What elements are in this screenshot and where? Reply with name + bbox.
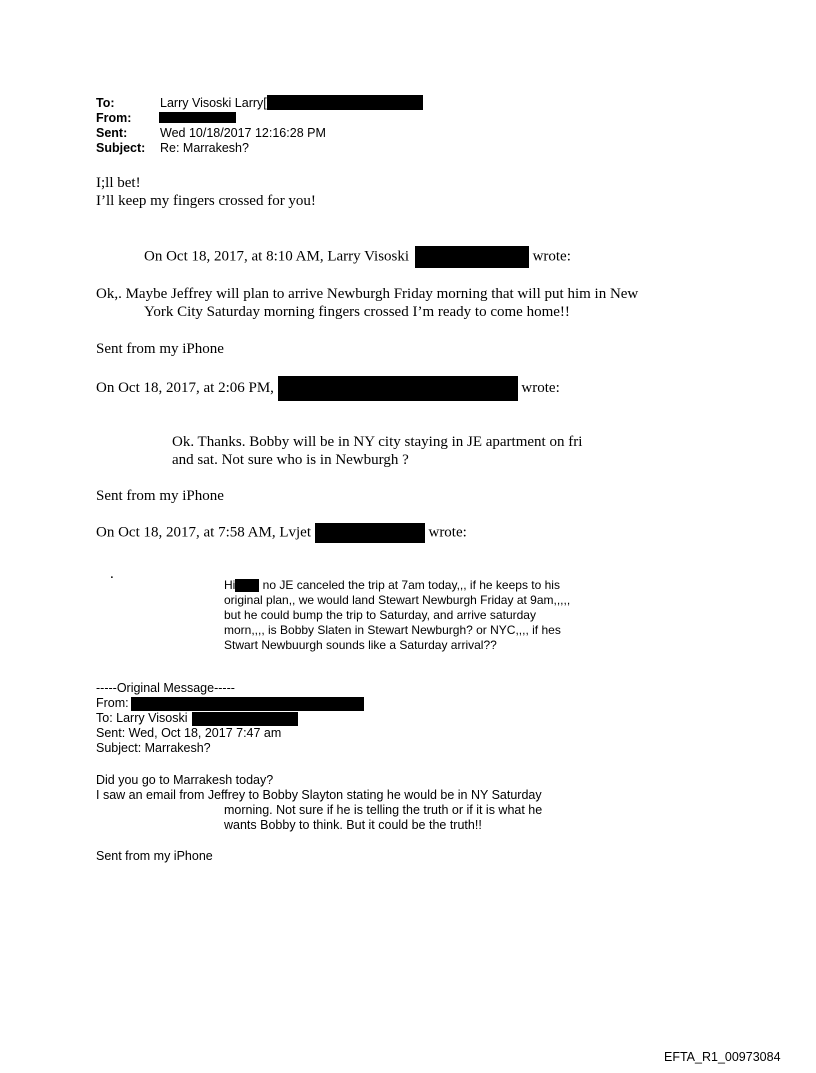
quote1-signature: Sent from my iPhone [96,341,224,357]
original-body-line-3: morning. Not sure if he is telling the truth or if it is what he [224,803,543,817]
original-sent: Sent: Wed, Oct 18, 2017 7:47 am [96,726,282,740]
redaction-block [192,712,298,726]
quote1-body-line-1: Ok,. Maybe Jeffrey will plan to arrive Newburgh Friday morning that will put him in New [96,286,639,302]
original-from [96,696,364,711]
redaction-block [415,246,529,268]
original-from-label: From: [96,696,129,710]
quote3-body-line-5: Stwart Newbuurgh sounds like a Saturday arrival?? [224,638,497,652]
original-body-line-2: I saw an email from Jeffrey to Bobby Slayton stating he would be in NY Saturday [96,788,542,802]
to-label: To: [96,96,115,110]
reply-line-1: I;ll bet! [96,175,141,191]
quote1-intro-suffix: wrote: [532,248,571,265]
redaction-block [278,376,518,401]
sent-value: Wed 10/18/2017 12:16:28 PM [160,126,326,140]
quote2-body-line-1: Ok. Thanks. Bobby will be in NY city staying in JE apartment on fri [172,434,583,450]
redaction-block [267,95,423,110]
quote1-body-line-2: York City Saturday morning fingers crossed I’m ready to come home!! [144,304,570,320]
subject-value: Re: Marrakesh? [160,141,249,155]
to-value [160,97,423,110]
redaction-block [235,579,259,592]
original-body-line-4: wants Bobby to think. But it could be the truth!! [224,818,482,832]
from-redaction [159,112,236,123]
original-to-label: To: Larry Visoski [96,711,188,725]
quote3-body-first-text: no JE canceled the trip at 7am today,,, if he keeps to his [259,578,560,592]
quote3-intro [96,523,467,543]
quote3-dot: . [110,566,114,582]
quote3-body-line-3: but he could bump the trip to Saturday, and arrive saturday [224,608,536,622]
quote3-intro-suffix: wrote: [428,524,467,541]
quote3-intro-prefix: On Oct 18, 2017, at 7:58 AM, Lvjet [96,524,311,541]
quote3-greeting: Hi [224,578,236,592]
document-id: EFTA_R1_00973084 [664,1050,781,1064]
original-subject: Subject: Marrakesh? [96,741,211,755]
quote1-intro [144,246,571,268]
quote2-intro-suffix: wrote: [521,379,560,396]
quote3-body-line-2: original plan,, we would land Stewart Newburgh Friday at 9am,,,,, [224,593,571,607]
original-separator: -----Original Message----- [96,681,235,695]
original-signature: Sent from my iPhone [96,849,213,863]
original-body-line-1: Did you go to Marrakesh today? [96,773,274,787]
redaction-block [131,697,364,711]
original-to [96,711,298,726]
reply-line-2: I’ll keep my fingers crossed for you! [96,193,316,209]
redaction-block [315,523,425,543]
from-label: From: [96,111,132,125]
quote2-intro-prefix: On Oct 18, 2017, at 2:06 PM, [96,379,274,396]
quote2-body-line-2: and sat. Not sure who is in Newburgh ? [172,452,409,468]
quote1-intro-prefix: On Oct 18, 2017, at 8:10 AM, Larry Visoski [144,248,410,265]
subject-label: Subject: [96,141,146,155]
quote3-body-line-1 [224,578,560,592]
quote2-intro [96,376,560,401]
sent-label: Sent: [96,126,128,140]
to-name: Larry Visoski Larry[ [160,96,267,110]
quote2-signature: Sent from my iPhone [96,488,224,504]
quote3-body-line-4: morn,,,, is Bobby Slaten in Stewart Newburgh? or NYC,,,, if hes [224,623,561,637]
